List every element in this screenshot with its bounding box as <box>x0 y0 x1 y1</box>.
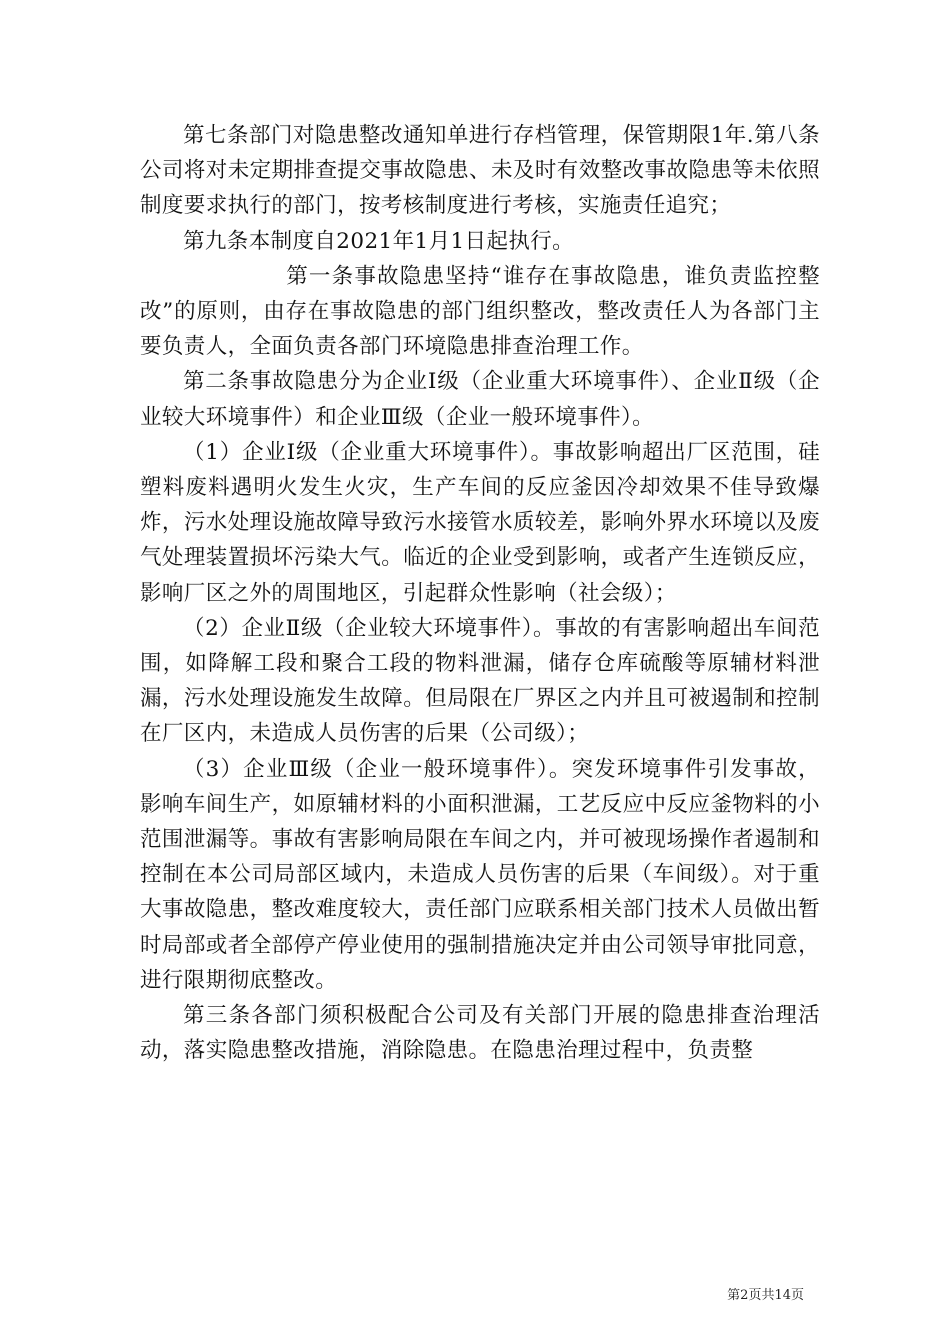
paragraph-article-3: 第三条各部门须积极配合公司及有关部门开展的隐患排查治理活动，落实隐患整改措施，消除隐患。在隐患治理过程中，负责整 <box>140 1003 820 1064</box>
paragraph-level-1: （1）企业Ⅰ级（企业重大环境事件）。事故影响超出厂区范围，硅塑料废料遇明火发生火灾，生产车间的反应釜因冷却效果不佳导致爆炸，污水处理设施故障导致污水接管水质较差，影响外界水环境以及废气处理装置损坏污染大气。临近的企业受到影响，或者产生连锁反应，影响厂区之外的周围地区，引起群众性影响（社会级）； <box>140 439 820 606</box>
document-body <box>140 118 820 1068</box>
paragraph-article-7-8: 第七条部门对隐患整改通知单进行存档管理，保管期限1年.第八条公司将对未定期排查提交事故隐患、未及时有效整改事故隐患等未依照制度要求执行的部门，按考核制度进行考核，实施责任追究； <box>140 123 820 219</box>
paragraph-level-2: （2）企业Ⅱ级（企业较大环境事件）。事故的有害影响超出车间范围，如降解工段和聚合工段的物料泄漏，储存仓库硫酸等原辅材料泄漏，污水处理设施发生故障。但局限在厂界区之内并且可被遏制和控制在厂区内，未造成人员伤害的后果（公司级）； <box>140 615 820 747</box>
paragraph-article-2: 第二条事故隐患分为企业Ⅰ级（企业重大环境事件）、企业Ⅱ级（企业较大环境事件）和企业Ⅲ级（企业一般环境事件）。 <box>140 369 820 430</box>
page-number-footer: 第2页共14页 <box>727 1288 804 1303</box>
paragraph-article-1: 第一条事故隐患坚持“谁存在事故隐患，谁负责监控整改”的原则，由存在事故隐患的部门组织整改，整改责任人为各部门主要负责人，全面负责各部门环境隐患排查治理工作。 <box>140 263 820 360</box>
paragraph-article-9: 第九条本制度自2021年1月1日起执行。 <box>183 228 575 254</box>
paragraph-level-3: （3）企业Ⅲ级（企业一般环境事件）。突发环境事件引发事故，影响车间生产，如原辅材料的小面积泄漏，工艺反应中反应釜物料的小范围泄漏等。事故有害影响局限在车间之内，并可被现场操作者遏制和控制在本公司局部区域内，未造成人员伤害的后果（车间级）。对于重大事故隐患，整改难度较大，责任部门应联系相关部门技术人员做出暂时局部或者全部停产停业使用的强制措施决定并由公司领导审批同意，进行限期彻底整改。 <box>140 756 820 993</box>
